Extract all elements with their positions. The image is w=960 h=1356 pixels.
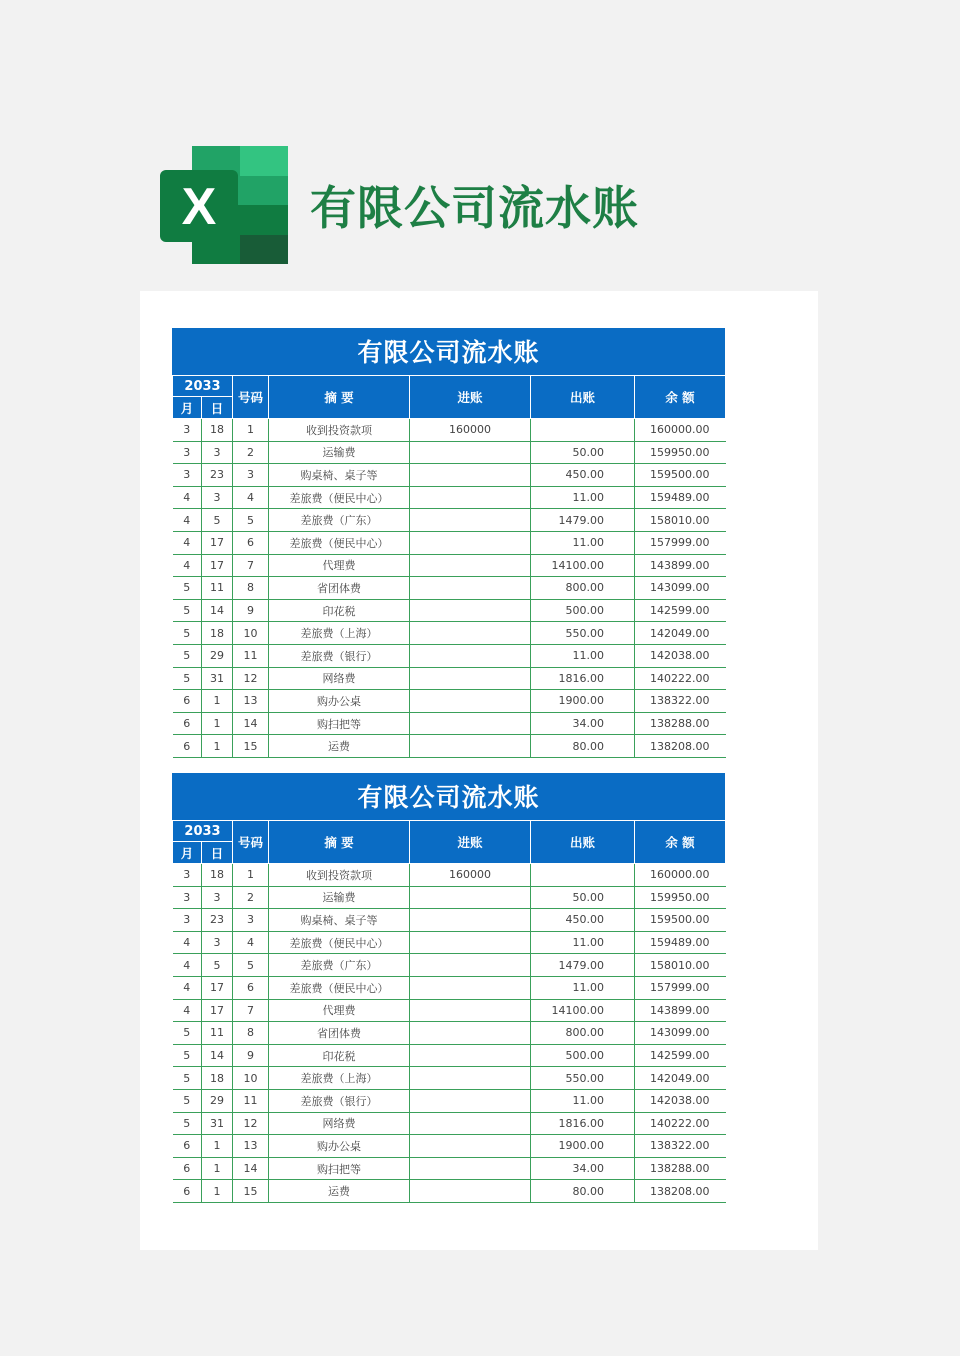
day-cell[interactable]: 5	[202, 954, 233, 977]
number-cell[interactable]: 7	[233, 554, 269, 577]
summary-cell[interactable]: 差旅费（上海）	[269, 1067, 410, 1090]
day-cell[interactable]: 1	[202, 712, 233, 735]
month-cell[interactable]: 6	[173, 1157, 202, 1180]
balance-cell[interactable]: 138322.00	[635, 690, 726, 713]
balance-cell[interactable]: 159489.00	[635, 486, 726, 509]
balance-cell[interactable]: 157999.00	[635, 531, 726, 554]
month-cell[interactable]: 6	[173, 690, 202, 713]
number-cell[interactable]: 8	[233, 577, 269, 600]
table-row	[173, 976, 726, 999]
day-cell[interactable]: 17	[202, 976, 233, 999]
number-cell[interactable]: 13	[233, 1135, 269, 1158]
year-header: 2033	[173, 821, 233, 842]
table-row	[173, 1135, 726, 1158]
day-header: 日	[202, 397, 233, 419]
out-cell[interactable]: 11.00	[531, 976, 635, 999]
in-cell[interactable]	[410, 1135, 531, 1158]
summary-cell[interactable]: 购桌椅、桌子等	[269, 464, 410, 487]
number-cell[interactable]: 12	[233, 1112, 269, 1135]
balance-cell[interactable]: 159500.00	[635, 909, 726, 932]
balance-cell[interactable]: 158010.00	[635, 509, 726, 532]
table-row	[173, 1067, 726, 1090]
balance-cell[interactable]: 140222.00	[635, 667, 726, 690]
summary-header: 摘 要	[269, 821, 410, 864]
month-cell[interactable]: 5	[173, 1089, 202, 1112]
number-cell[interactable]: 1	[233, 419, 269, 442]
balance-cell[interactable]: 143899.00	[635, 554, 726, 577]
summary-cell[interactable]: 购扫把等	[269, 1157, 410, 1180]
summary-cell[interactable]: 收到投资款项	[269, 419, 410, 442]
summary-cell[interactable]: 运输费	[269, 886, 410, 909]
number-cell[interactable]: 7	[233, 999, 269, 1022]
out-cell[interactable]: 1900.00	[531, 1135, 635, 1158]
month-cell[interactable]: 5	[173, 622, 202, 645]
balance-cell[interactable]: 138208.00	[635, 1180, 726, 1203]
balance-cell[interactable]: 159500.00	[635, 464, 726, 487]
out-cell[interactable]: 1479.00	[531, 509, 635, 532]
summary-cell[interactable]: 购桌椅、桌子等	[269, 909, 410, 932]
in-cell[interactable]	[410, 667, 531, 690]
summary-cell[interactable]: 网络费	[269, 1112, 410, 1135]
balance-header: 余 额	[635, 376, 726, 419]
in-cell[interactable]	[410, 886, 531, 909]
out-cell[interactable]: 1900.00	[531, 690, 635, 713]
balance-cell[interactable]: 138208.00	[635, 735, 726, 758]
summary-cell[interactable]: 网络费	[269, 667, 410, 690]
summary-cell[interactable]: 代理费	[269, 554, 410, 577]
table-row	[173, 1089, 726, 1112]
in-cell[interactable]	[410, 644, 531, 667]
day-cell[interactable]: 18	[202, 622, 233, 645]
month-cell[interactable]: 5	[173, 1112, 202, 1135]
balance-cell[interactable]: 158010.00	[635, 954, 726, 977]
month-cell[interactable]: 3	[173, 464, 202, 487]
out-cell[interactable]: 11.00	[531, 644, 635, 667]
number-cell[interactable]: 3	[233, 464, 269, 487]
summary-cell[interactable]: 差旅费（广东）	[269, 509, 410, 532]
in-cell[interactable]	[410, 690, 531, 713]
number-cell[interactable]: 10	[233, 622, 269, 645]
out-cell[interactable]: 80.00	[531, 1180, 635, 1203]
day-cell[interactable]: 1	[202, 1135, 233, 1158]
month-cell[interactable]: 4	[173, 531, 202, 554]
number-cell[interactable]: 8	[233, 1022, 269, 1045]
in-cell[interactable]	[410, 509, 531, 532]
day-cell[interactable]: 5	[202, 509, 233, 532]
in-cell[interactable]	[410, 1157, 531, 1180]
month-cell[interactable]: 4	[173, 976, 202, 999]
number-cell[interactable]: 11	[233, 1089, 269, 1112]
month-cell[interactable]: 5	[173, 1022, 202, 1045]
table-row	[173, 999, 726, 1022]
in-cell[interactable]	[410, 1044, 531, 1067]
number-cell[interactable]: 5	[233, 509, 269, 532]
month-cell[interactable]: 5	[173, 1044, 202, 1067]
balance-cell[interactable]: 160000.00	[635, 419, 726, 442]
table-row	[173, 1112, 726, 1135]
balance-cell[interactable]: 138288.00	[635, 1157, 726, 1180]
summary-cell[interactable]: 差旅费（上海）	[269, 622, 410, 645]
summary-cell[interactable]: 购办公桌	[269, 1135, 410, 1158]
in-cell[interactable]	[410, 976, 531, 999]
day-header: 日	[202, 842, 233, 864]
summary-cell[interactable]: 差旅费（便民中心）	[269, 976, 410, 999]
day-cell[interactable]: 18	[202, 419, 233, 442]
month-header: 月	[173, 842, 202, 864]
month-cell[interactable]: 6	[173, 735, 202, 758]
in-cell[interactable]	[410, 1022, 531, 1045]
table-row	[173, 1022, 726, 1045]
excel-logo-letter: X	[181, 178, 217, 236]
number-cell[interactable]: 2	[233, 441, 269, 464]
in-cell[interactable]	[410, 954, 531, 977]
in-cell[interactable]	[410, 554, 531, 577]
year-header: 2033	[173, 376, 233, 397]
balance-cell[interactable]: 142599.00	[635, 599, 726, 622]
table-row	[173, 886, 726, 909]
summary-cell[interactable]: 差旅费（便民中心）	[269, 531, 410, 554]
day-cell[interactable]: 29	[202, 1089, 233, 1112]
summary-cell[interactable]: 运费	[269, 735, 410, 758]
balance-cell[interactable]: 142038.00	[635, 1089, 726, 1112]
day-cell[interactable]: 11	[202, 577, 233, 600]
day-cell[interactable]: 1	[202, 1180, 233, 1203]
balance-cell[interactable]: 138288.00	[635, 712, 726, 735]
in-cell[interactable]	[410, 931, 531, 954]
number-header: 号码	[233, 376, 269, 419]
out-cell[interactable]: 1816.00	[531, 1112, 635, 1135]
summary-cell[interactable]: 运费	[269, 1180, 410, 1203]
out-cell[interactable]	[531, 419, 635, 442]
number-cell[interactable]: 15	[233, 1180, 269, 1203]
in-cell[interactable]	[410, 735, 531, 758]
in-cell[interactable]	[410, 622, 531, 645]
table-row	[173, 441, 726, 464]
table-row	[173, 419, 726, 442]
out-cell[interactable]: 11.00	[531, 486, 635, 509]
summary-cell[interactable]: 差旅费（银行）	[269, 1089, 410, 1112]
out-cell[interactable]: 450.00	[531, 909, 635, 932]
number-cell[interactable]: 13	[233, 690, 269, 713]
in-cell[interactable]	[410, 712, 531, 735]
number-cell[interactable]: 5	[233, 954, 269, 977]
summary-cell[interactable]: 印花税	[269, 599, 410, 622]
number-cell[interactable]: 11	[233, 644, 269, 667]
balance-cell[interactable]: 159489.00	[635, 931, 726, 954]
month-cell[interactable]: 4	[173, 954, 202, 977]
out-cell[interactable]: 500.00	[531, 1044, 635, 1067]
out-cell[interactable]: 450.00	[531, 464, 635, 487]
balance-cell[interactable]: 160000.00	[635, 864, 726, 887]
out-cell[interactable]: 550.00	[531, 622, 635, 645]
in-cell[interactable]	[410, 486, 531, 509]
table-row	[173, 599, 726, 622]
day-cell[interactable]: 23	[202, 464, 233, 487]
day-cell[interactable]: 3	[202, 931, 233, 954]
month-cell[interactable]: 3	[173, 441, 202, 464]
out-cell[interactable]: 800.00	[531, 1022, 635, 1045]
day-cell[interactable]: 14	[202, 1044, 233, 1067]
number-cell[interactable]: 10	[233, 1067, 269, 1090]
day-cell[interactable]: 31	[202, 667, 233, 690]
table-row	[173, 954, 726, 977]
month-cell[interactable]: 6	[173, 1135, 202, 1158]
out-cell[interactable]: 1816.00	[531, 667, 635, 690]
in-cell[interactable]	[410, 1089, 531, 1112]
balance-cell[interactable]: 142049.00	[635, 1067, 726, 1090]
day-cell[interactable]: 29	[202, 644, 233, 667]
out-cell[interactable]: 34.00	[531, 1157, 635, 1180]
table-row	[173, 554, 726, 577]
in-header: 进账	[410, 376, 531, 419]
ledger-table	[172, 328, 725, 758]
month-cell[interactable]: 6	[173, 1180, 202, 1203]
table-row	[173, 531, 726, 554]
ledger-grid	[172, 375, 726, 758]
number-header: 号码	[233, 821, 269, 864]
month-cell[interactable]: 3	[173, 886, 202, 909]
day-cell[interactable]: 17	[202, 554, 233, 577]
summary-cell[interactable]: 代理费	[269, 999, 410, 1022]
day-cell[interactable]: 11	[202, 1022, 233, 1045]
table-row	[173, 909, 726, 932]
number-cell[interactable]: 15	[233, 735, 269, 758]
summary-cell[interactable]: 差旅费（银行）	[269, 644, 410, 667]
day-cell[interactable]: 31	[202, 1112, 233, 1135]
day-cell[interactable]: 3	[202, 886, 233, 909]
table-row	[173, 486, 726, 509]
page-header	[160, 146, 800, 264]
in-cell[interactable]	[410, 577, 531, 600]
number-cell[interactable]: 6	[233, 531, 269, 554]
in-cell[interactable]	[410, 464, 531, 487]
in-cell[interactable]	[410, 1180, 531, 1203]
table-row	[173, 577, 726, 600]
number-cell[interactable]: 3	[233, 909, 269, 932]
table-row	[173, 735, 726, 758]
month-cell[interactable]: 6	[173, 712, 202, 735]
out-cell[interactable]: 80.00	[531, 735, 635, 758]
month-cell[interactable]: 3	[173, 419, 202, 442]
day-cell[interactable]: 1	[202, 690, 233, 713]
out-cell[interactable]: 14100.00	[531, 999, 635, 1022]
day-cell[interactable]: 17	[202, 531, 233, 554]
month-cell[interactable]: 5	[173, 667, 202, 690]
balance-cell[interactable]: 143099.00	[635, 1022, 726, 1045]
out-cell[interactable]: 50.00	[531, 441, 635, 464]
out-cell[interactable]: 11.00	[531, 931, 635, 954]
day-cell[interactable]: 3	[202, 486, 233, 509]
day-cell[interactable]: 18	[202, 1067, 233, 1090]
excel-logo-icon	[160, 146, 288, 264]
table-row	[173, 644, 726, 667]
table-row	[173, 690, 726, 713]
number-cell[interactable]: 2	[233, 886, 269, 909]
day-cell[interactable]: 1	[202, 735, 233, 758]
in-header: 进账	[410, 821, 531, 864]
month-cell[interactable]: 5	[173, 1067, 202, 1090]
table-row	[173, 1180, 726, 1203]
number-cell[interactable]: 1	[233, 864, 269, 887]
summary-cell[interactable]: 差旅费（广东）	[269, 954, 410, 977]
balance-cell[interactable]: 142599.00	[635, 1044, 726, 1067]
in-cell[interactable]	[410, 441, 531, 464]
out-cell[interactable]: 14100.00	[531, 554, 635, 577]
month-cell[interactable]: 5	[173, 577, 202, 600]
in-cell[interactable]	[410, 1067, 531, 1090]
balance-cell[interactable]: 143899.00	[635, 999, 726, 1022]
out-cell[interactable]: 1479.00	[531, 954, 635, 977]
out-header: 出账	[531, 821, 635, 864]
number-cell[interactable]: 9	[233, 1044, 269, 1067]
summary-cell[interactable]: 差旅费（便民中心）	[269, 486, 410, 509]
month-cell[interactable]: 4	[173, 999, 202, 1022]
month-header: 月	[173, 397, 202, 419]
number-cell[interactable]: 12	[233, 667, 269, 690]
table-row	[173, 622, 726, 645]
table-row	[173, 464, 726, 487]
day-cell[interactable]: 17	[202, 999, 233, 1022]
balance-cell[interactable]: 138322.00	[635, 1135, 726, 1158]
in-cell[interactable]: 160000	[410, 864, 531, 887]
out-cell[interactable]: 11.00	[531, 1089, 635, 1112]
out-cell[interactable]: 500.00	[531, 599, 635, 622]
table-row	[173, 712, 726, 735]
table-row	[173, 1157, 726, 1180]
ledger-table	[172, 773, 725, 1203]
day-cell[interactable]: 14	[202, 599, 233, 622]
ledger-title: 有限公司流水账	[172, 773, 725, 820]
summary-cell[interactable]: 购扫把等	[269, 712, 410, 735]
number-cell[interactable]: 9	[233, 599, 269, 622]
summary-cell[interactable]: 印花税	[269, 1044, 410, 1067]
out-cell[interactable]: 800.00	[531, 577, 635, 600]
ledger-grid	[172, 820, 726, 1203]
summary-cell[interactable]: 省团体费	[269, 577, 410, 600]
day-cell[interactable]: 1	[202, 1157, 233, 1180]
out-header: 出账	[531, 376, 635, 419]
in-cell[interactable]	[410, 1112, 531, 1135]
page-title: 有限公司流水账	[310, 181, 639, 235]
number-cell[interactable]: 6	[233, 976, 269, 999]
table-row	[173, 864, 726, 887]
table-row	[173, 509, 726, 532]
number-cell[interactable]: 4	[233, 931, 269, 954]
balance-cell[interactable]: 142049.00	[635, 622, 726, 645]
in-cell[interactable]	[410, 999, 531, 1022]
number-cell[interactable]: 14	[233, 1157, 269, 1180]
month-cell[interactable]: 5	[173, 644, 202, 667]
month-cell[interactable]: 4	[173, 486, 202, 509]
table-row	[173, 667, 726, 690]
balance-cell[interactable]: 143099.00	[635, 577, 726, 600]
number-cell[interactable]: 14	[233, 712, 269, 735]
summary-cell[interactable]: 购办公桌	[269, 690, 410, 713]
summary-header: 摘 要	[269, 376, 410, 419]
table-row	[173, 931, 726, 954]
ledger-title: 有限公司流水账	[172, 328, 725, 375]
month-cell[interactable]: 3	[173, 864, 202, 887]
summary-cell[interactable]: 运输费	[269, 441, 410, 464]
out-cell[interactable]: 11.00	[531, 531, 635, 554]
summary-cell[interactable]: 差旅费（便民中心）	[269, 931, 410, 954]
balance-cell[interactable]: 159950.00	[635, 886, 726, 909]
summary-cell[interactable]: 省团体费	[269, 1022, 410, 1045]
month-cell[interactable]: 4	[173, 931, 202, 954]
balance-cell[interactable]: 140222.00	[635, 1112, 726, 1135]
out-cell[interactable]: 550.00	[531, 1067, 635, 1090]
table-row	[173, 1044, 726, 1067]
out-cell[interactable]: 34.00	[531, 712, 635, 735]
balance-cell[interactable]: 142038.00	[635, 644, 726, 667]
in-cell[interactable]: 160000	[410, 419, 531, 442]
number-cell[interactable]: 4	[233, 486, 269, 509]
month-cell[interactable]: 4	[173, 554, 202, 577]
balance-header: 余 额	[635, 821, 726, 864]
month-cell[interactable]: 3	[173, 909, 202, 932]
month-cell[interactable]: 4	[173, 509, 202, 532]
in-cell[interactable]	[410, 909, 531, 932]
day-cell[interactable]: 23	[202, 909, 233, 932]
in-cell[interactable]	[410, 599, 531, 622]
day-cell[interactable]: 3	[202, 441, 233, 464]
balance-cell[interactable]: 157999.00	[635, 976, 726, 999]
in-cell[interactable]	[410, 531, 531, 554]
balance-cell[interactable]: 159950.00	[635, 441, 726, 464]
month-cell[interactable]: 5	[173, 599, 202, 622]
day-cell[interactable]: 18	[202, 864, 233, 887]
summary-cell[interactable]: 收到投资款项	[269, 864, 410, 887]
out-cell[interactable]	[531, 864, 635, 887]
spreadsheet-sheet	[140, 291, 818, 1250]
out-cell[interactable]: 50.00	[531, 886, 635, 909]
